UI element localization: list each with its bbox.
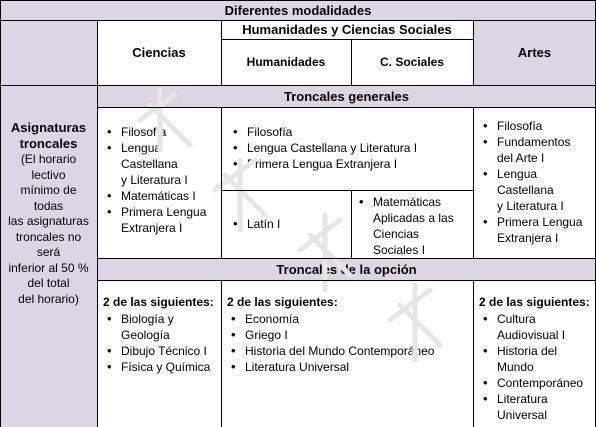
generales-ciencias-cell	[97, 107, 221, 258]
list-item: • Latín I	[229, 216, 347, 232]
list-item: • Lengua Castellana y Literatura I	[479, 166, 594, 214]
opcion-hcs-list	[227, 311, 469, 375]
opcion-artes-list	[479, 311, 594, 423]
list-item: • Biología y Geología	[103, 311, 217, 343]
list-item: • Matemáticas I	[103, 188, 217, 204]
list-item: • Primera Lengua Extranjera I	[479, 214, 594, 246]
opcion-ciencias-cell	[97, 280, 221, 427]
list-item: • Lengua Castellana y Literatura I	[229, 140, 469, 156]
column-header-ciencias: Ciencias	[97, 20, 221, 85]
side-title: Asignaturas troncales	[10, 120, 87, 151]
column-header-humanidades: Humanidades	[221, 39, 351, 85]
list-item: • Matemáticas Aplicadas a las Ciencias Sociales I	[355, 194, 471, 258]
generales-humanidades-cell	[221, 190, 351, 258]
generales-ciencias-list	[103, 124, 217, 236]
list-item: • Lengua Castellana y Literatura I	[103, 140, 217, 188]
opcion-hcs-lead: 2 de las siguientes:	[227, 295, 338, 309]
list-item: • Filosofía	[103, 124, 217, 140]
section-heading-generales: Troncales generales	[97, 85, 596, 107]
generales-hcs-list	[229, 124, 469, 172]
generales-hcs-cell	[221, 107, 473, 190]
generales-csociales-cell	[351, 190, 473, 258]
generales-csociales-list	[355, 194, 471, 258]
opcion-artes-lead: 2 de las siguientes:	[479, 295, 590, 309]
header-corner	[0, 20, 97, 85]
list-item: • Fundamentos del Arte I	[479, 134, 594, 166]
opcion-ciencias-list	[103, 311, 217, 375]
list-item: • Primera Lengua Extranjera I	[229, 156, 469, 172]
opcion-artes-cell	[473, 280, 596, 427]
side-label-cell	[0, 85, 97, 427]
generales-artes-cell	[473, 107, 596, 258]
list-item: • Contemporáneo	[479, 375, 594, 391]
generales-humanidades-list	[229, 216, 347, 232]
list-item: • Primera Lengua Extranjera I	[103, 204, 217, 236]
column-header-hcs: Humanidades y Ciencias Sociales	[221, 20, 473, 39]
list-item: • Economía	[227, 311, 469, 327]
column-header-csociales: C. Sociales	[351, 39, 473, 85]
list-item: • Historia del Mundo Contemporáneo	[227, 343, 469, 359]
list-item: • Física y Química	[103, 359, 217, 375]
opcion-ciencias-lead: 2 de las siguientes:	[103, 295, 214, 309]
list-item: • Dibujo Técnico I	[103, 343, 217, 359]
list-item: • Filosofía	[479, 118, 594, 134]
list-item: • Historia del Mundo	[479, 343, 594, 375]
table-title: Diferentes modalidades	[0, 0, 596, 20]
side-body: (El horario lectivo mínimo de todas las asignaturas troncales no será inferior al 50 % del total del horario)	[8, 152, 89, 306]
generales-artes-list	[479, 118, 594, 246]
list-item: • Filosofía	[229, 124, 469, 140]
section-heading-opcion: Troncales de la opción	[97, 258, 596, 280]
column-header-artes: Artes	[473, 20, 596, 85]
opcion-hcs-cell	[221, 280, 473, 427]
list-item: • Literatura Universal	[227, 359, 469, 375]
list-item: • Cultura Audiovisual I	[479, 311, 594, 343]
list-item: • Literatura Universal	[479, 391, 594, 423]
list-item: • Griego I	[227, 327, 469, 343]
